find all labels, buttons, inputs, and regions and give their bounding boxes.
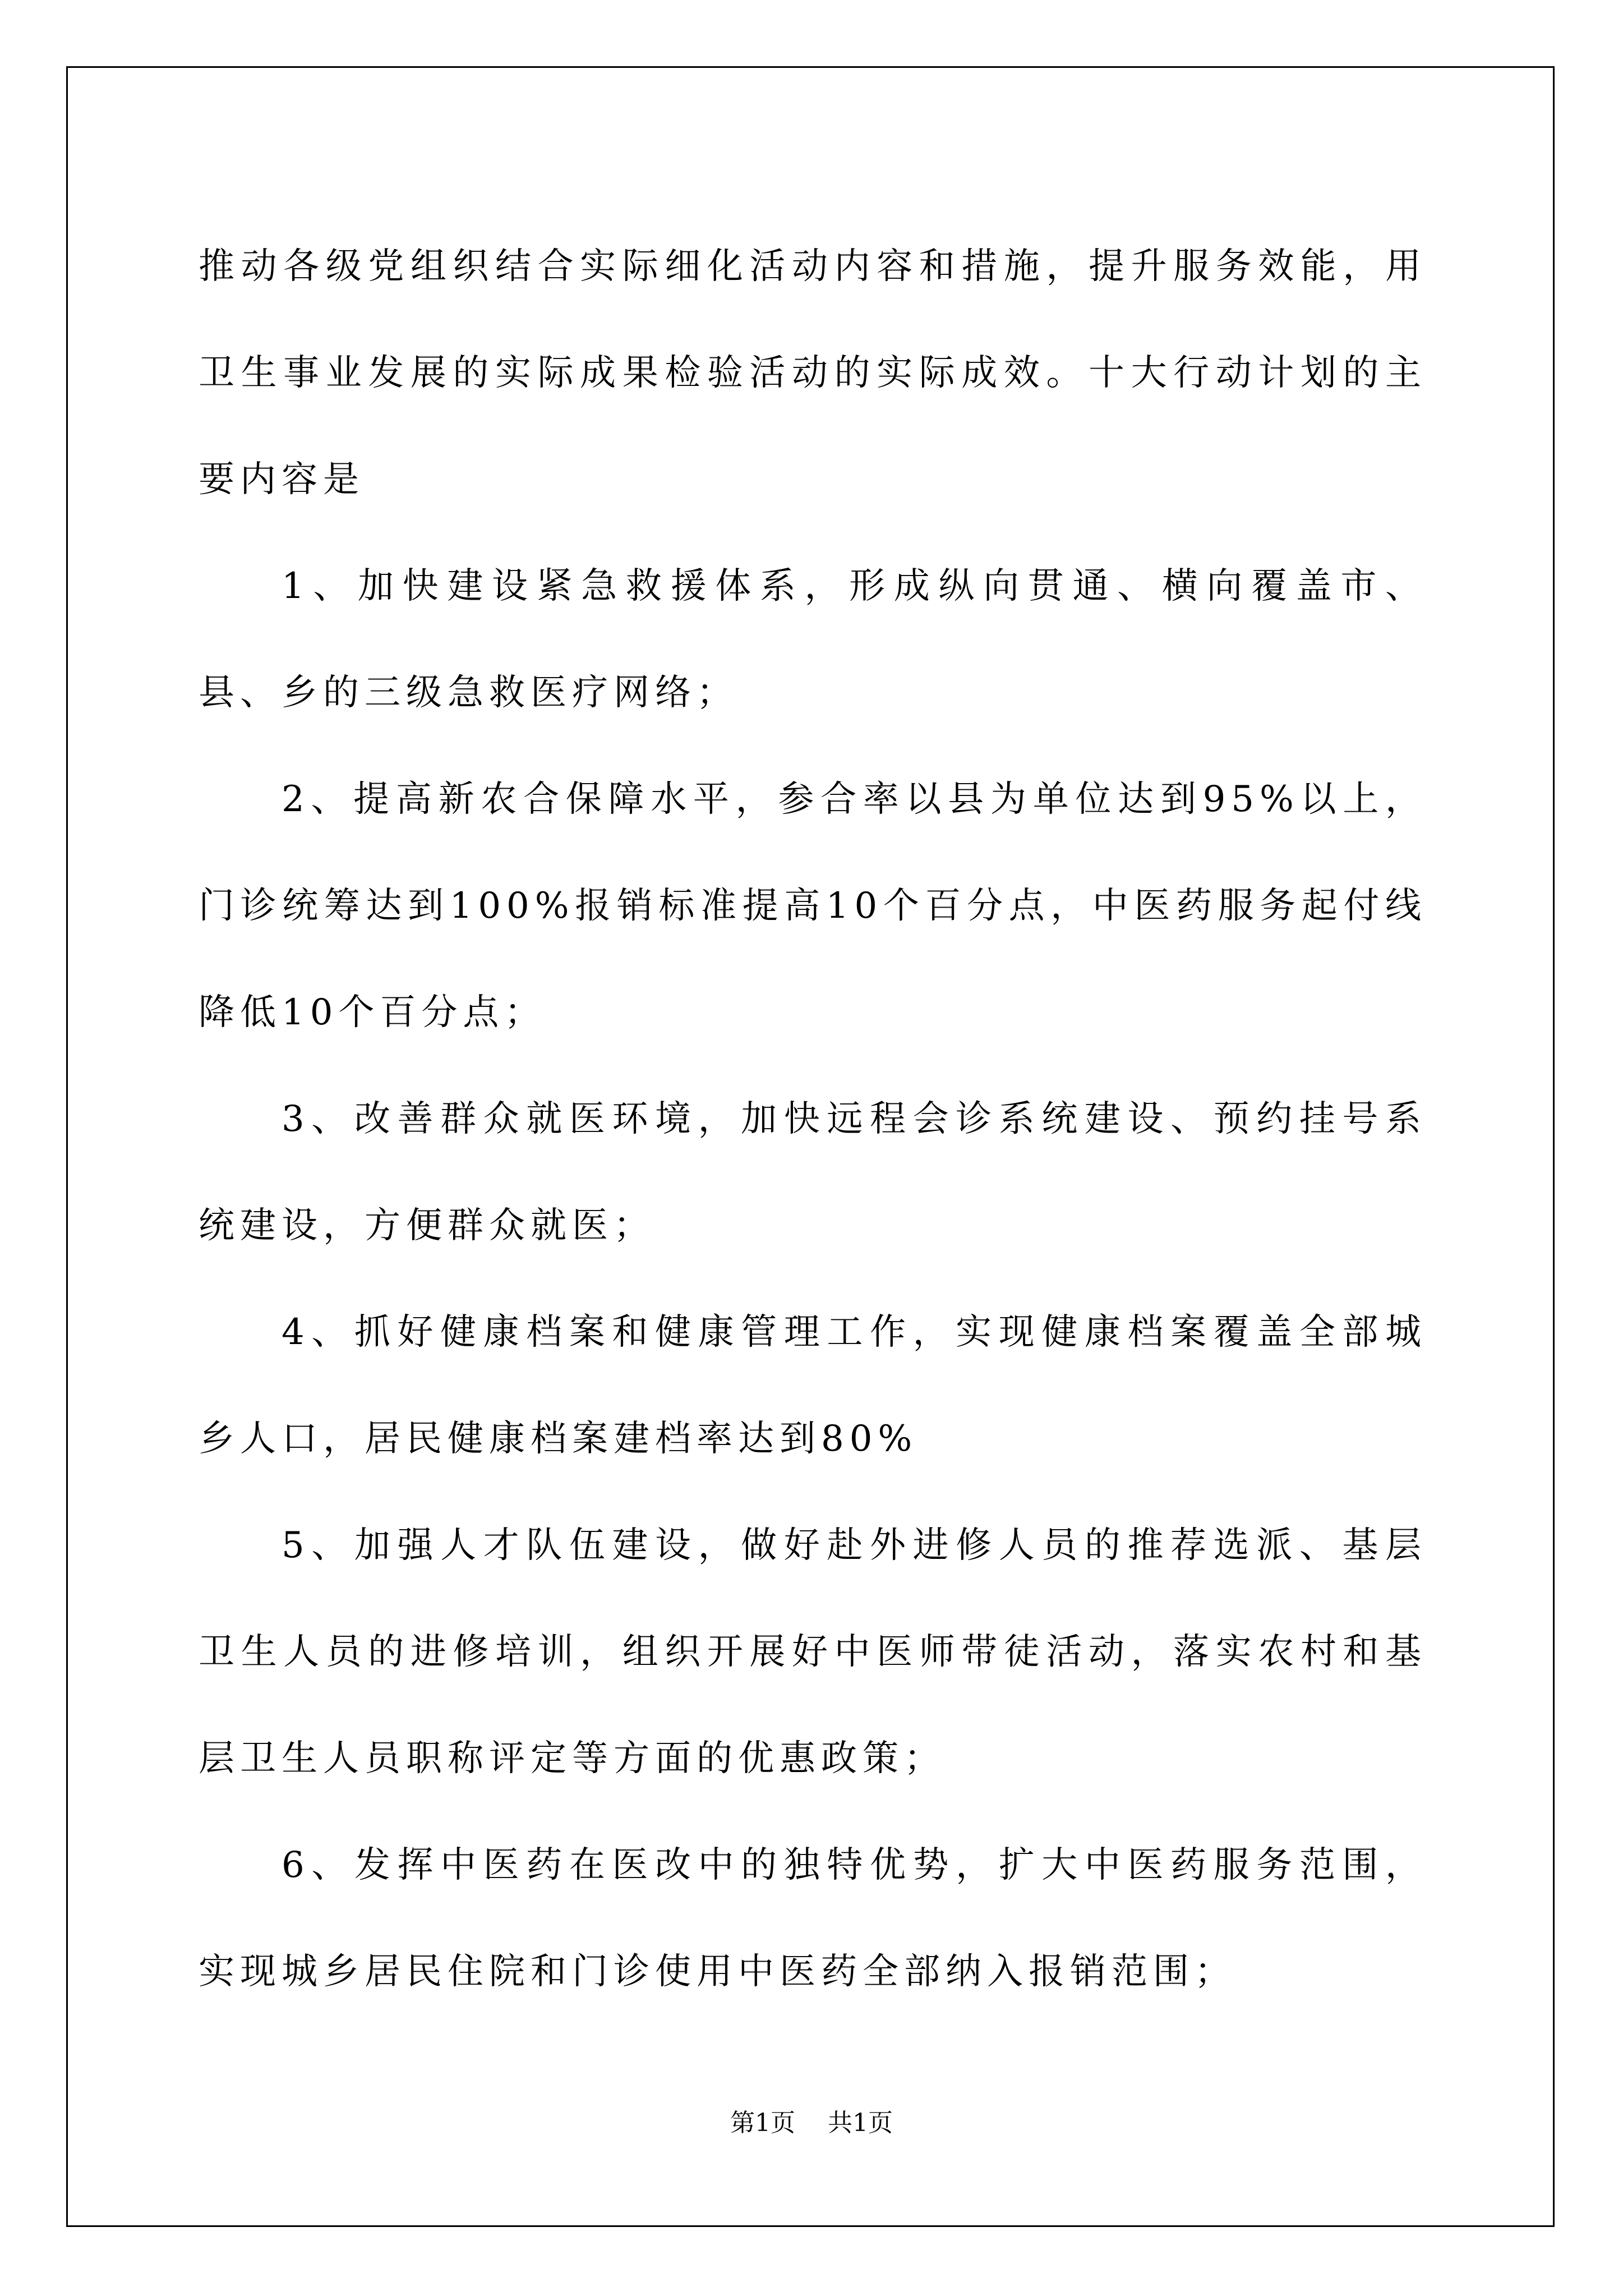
paragraph-item-2: 2、提高新农合保障水平，参合率以县为单位达到95%以上，门诊统筹达到100%报销标准提高10个百分点，中医药服务起付线降低10个百分点；: [199, 779, 1427, 1033]
paragraph-item-4: 4、抓好健康档案和健康管理工作，实现健康档案覆盖全部城乡人口，居民健康档案建档率达到80%: [199, 1312, 1427, 1460]
page-footer: [0, 2106, 1623, 2140]
paragraph-item-6: 6、发挥中医药在医改中的独特优势，扩大中医药服务范围，实现城乡居民住院和门诊使用中医药全部纳入报销范围；: [199, 1844, 1427, 1993]
page-number-current: 第1页: [730, 2109, 795, 2137]
document-body: [199, 213, 1427, 2025]
paragraph-item-5: 5、加强人才队伍建设，做好赴外进修人员的推荐选派、基层卫生人员的进修培训，组织开展好中医师带徒活动，落实农村和基层卫生人员职称评定等方面的优惠政策；: [199, 1525, 1427, 1779]
paragraph-intro: 推动各级党组织结合实际细化活动内容和措施，提升服务效能，用卫生事业发展的实际成果检验活动的实际成效。十大行动计划的主要内容是: [199, 246, 1427, 500]
page-number-total: 共1页: [828, 2109, 893, 2137]
paragraph-item-1: 1、加快建设紧急救援体系，形成纵向贯通、横向覆盖市、县、乡的三级急救医疗网络；: [199, 565, 1427, 714]
paragraph-item-3: 3、改善群众就医环境，加快远程会诊系统建设、预约挂号系统建设，方便群众就医；: [199, 1098, 1427, 1246]
